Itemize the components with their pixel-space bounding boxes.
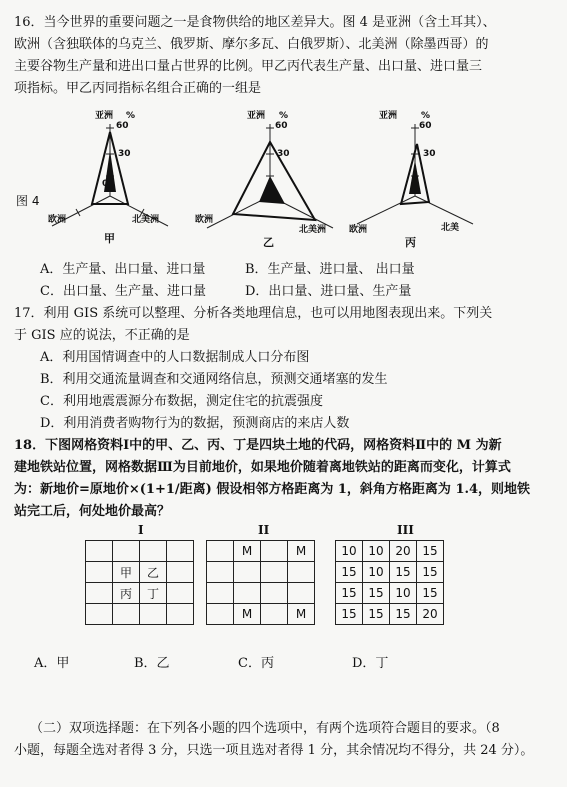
q18-line-2: 建地铁站位置，网格数据Ⅲ为目前地价，如果地价随着离地铁站的距离而变化，计算式	[14, 460, 511, 475]
grid3-cell: 20	[390, 541, 417, 562]
grid3-cell: 10	[390, 583, 417, 604]
tri-bing-t60: 60	[419, 121, 432, 131]
grid2-cell	[261, 541, 288, 562]
tri-yi-right: 北美洲	[299, 225, 327, 235]
q17-option-b[interactable]: B．利用交通流量调查和交通网络信息，预测交通堵塞的发生	[40, 372, 388, 387]
q18-option-d[interactable]: D．丁	[352, 656, 389, 671]
grid1-cell	[113, 604, 140, 625]
grid3-cell: 20	[417, 604, 444, 625]
grid3-cell: 15	[390, 562, 417, 583]
tri-yi-t60: 60	[275, 121, 288, 131]
grid1-cell: 丙	[113, 583, 140, 604]
grid-3	[335, 540, 444, 625]
grid1-cell	[140, 604, 167, 625]
triangle-chart-bing	[345, 104, 485, 254]
grid1-cell	[167, 562, 194, 583]
section2-line-2: 小题，每题全选对者得 3 分，只选一项且选对者得 1 分，其余情况均不得分，共 24 分）。	[14, 743, 534, 758]
grid1-cell	[167, 604, 194, 625]
grid3-cell: 15	[417, 583, 444, 604]
grid-2	[206, 540, 315, 625]
grid3-cell: 10	[336, 541, 363, 562]
q18-option-b[interactable]: B．乙	[134, 656, 170, 671]
tri-bing-top: 亚洲	[379, 111, 398, 121]
tri-yi-name: 乙	[263, 236, 274, 249]
grid2-cell: M	[288, 541, 315, 562]
q16-option-c[interactable]: C．出口量、生产量、进口量	[40, 284, 206, 299]
grid3-cell: 15	[336, 583, 363, 604]
tri-yi-top: 亚洲	[247, 111, 266, 121]
grid1-cell: 甲	[113, 562, 140, 583]
tri-jia-t60: 60	[116, 121, 129, 131]
tri-jia-t30: 30	[118, 149, 131, 159]
grid3-cell: 15	[417, 541, 444, 562]
grid2-cell: M	[288, 604, 315, 625]
grid2-cell	[261, 604, 288, 625]
grid3-cell: 15	[417, 562, 444, 583]
triangle-chart-yi	[195, 104, 345, 254]
q17-line-2: 于 GIS 应的说法，不正确的是	[14, 328, 190, 343]
q16-option-b[interactable]: B．生产量、进口量、 出口量	[245, 262, 415, 277]
q18-line-4: 站完工后，何处地价最高？	[14, 504, 171, 519]
grid3-cell: 10	[363, 562, 390, 583]
grid1-cell	[86, 562, 113, 583]
tri-jia-top: 亚洲	[95, 111, 114, 121]
grid3-cell: 15	[336, 604, 363, 625]
q17-option-d[interactable]: D．利用消费者购物行为的数据，预测商店的来店人数	[40, 416, 350, 431]
grid-title-2: II	[258, 523, 270, 537]
q16-line-1: 16．当今世界的重要问题之一是食物供给的地区差异大。图 4 是亚洲（含土耳其）、	[14, 15, 496, 30]
triangle-chart-jia	[40, 104, 180, 254]
grid-title-3: III	[397, 523, 414, 537]
q16-line-2: 欧洲（含独联体的乌克兰、俄罗斯、摩尔多瓦、白俄罗斯）、北美洲（除墨西哥）的	[14, 37, 489, 52]
grid1-cell: 乙	[140, 562, 167, 583]
grid3-cell: 10	[363, 541, 390, 562]
grid1-cell	[113, 541, 140, 562]
grid2-cell	[207, 541, 234, 562]
q16-line-3: 主要谷物生产量和进出口量占世界的比例。甲乙丙代表生产量、出口量、进口量三	[14, 59, 483, 74]
grid2-cell	[207, 562, 234, 583]
q18-line-1: 18．下图网格资料Ⅰ中的甲、乙、丙、丁是四块土地的代码，网格资料Ⅱ中的 M 为新	[14, 438, 502, 453]
grid2-cell	[207, 604, 234, 625]
grid3-cell: 15	[336, 562, 363, 583]
grid2-cell	[261, 562, 288, 583]
tri-yi-t30: 30	[277, 149, 290, 159]
grid-title-1: I	[138, 523, 144, 537]
grid3-cell: 15	[363, 583, 390, 604]
grid2-cell: M	[234, 604, 261, 625]
grid1-cell	[140, 541, 167, 562]
q18-line-3: 为：新地价=原地价×(1+1/距离) 假设相邻方格距离为 1，斜角方格距离为 1.4，则地铁	[14, 482, 531, 497]
figure-label: 图 4	[16, 194, 40, 208]
grid2-cell	[288, 583, 315, 604]
grid-1	[85, 540, 194, 625]
tri-yi-unit: %	[279, 111, 289, 121]
grid1-cell	[86, 583, 113, 604]
grid1-cell	[167, 541, 194, 562]
grid1-cell	[86, 604, 113, 625]
tri-bing-unit: %	[421, 111, 431, 121]
q17-option-a[interactable]: A．利用国情调查中的人口数据制成人口分布图	[40, 350, 310, 365]
grid1-cell: 丁	[140, 583, 167, 604]
tri-jia-unit: %	[126, 111, 136, 121]
tri-yi-left: 欧洲	[195, 215, 214, 225]
tri-bing-name: 丙	[405, 236, 416, 249]
grid3-cell: 15	[363, 604, 390, 625]
grid2-cell	[288, 562, 315, 583]
grid2-cell: M	[234, 541, 261, 562]
tri-jia-left: 欧洲	[48, 215, 67, 225]
q16-option-d[interactable]: D．出口量、进口量、生产量	[245, 284, 412, 299]
tri-bing-t30: 30	[423, 149, 436, 159]
grid2-cell	[207, 583, 234, 604]
tri-jia-t0: 0	[102, 179, 109, 189]
grid3-cell: 15	[390, 604, 417, 625]
grid1-cell	[86, 541, 113, 562]
tri-bing-right: 北美	[441, 223, 460, 233]
grid2-cell	[261, 583, 288, 604]
tri-bing-left: 欧洲	[349, 225, 368, 235]
q17-option-c[interactable]: C．利用地震震源分布数据，测定住宅的抗震强度	[40, 394, 323, 409]
q18-option-c[interactable]: C．丙	[238, 656, 274, 671]
grid1-cell	[167, 583, 194, 604]
q18-option-a[interactable]: A．甲	[34, 656, 70, 671]
q17-line-1: 17．利用 GIS 系统可以整理、分析各类地理信息，也可以用地图表现出来。下列关	[14, 306, 493, 321]
grid2-cell	[234, 562, 261, 583]
q16-option-a[interactable]: A．生产量、出口量、进口量	[40, 262, 206, 277]
grid2-cell	[234, 583, 261, 604]
q16-line-4: 项指标。甲乙丙同指标名组合正确的一组是	[14, 81, 262, 96]
tri-jia-name: 甲	[104, 232, 115, 245]
section2-line-1: （二）双项选择题：在下列各小题的四个选项中，有两个选项符合题目的要求。（8	[30, 721, 500, 736]
tri-jia-right: 北美洲	[132, 215, 160, 225]
